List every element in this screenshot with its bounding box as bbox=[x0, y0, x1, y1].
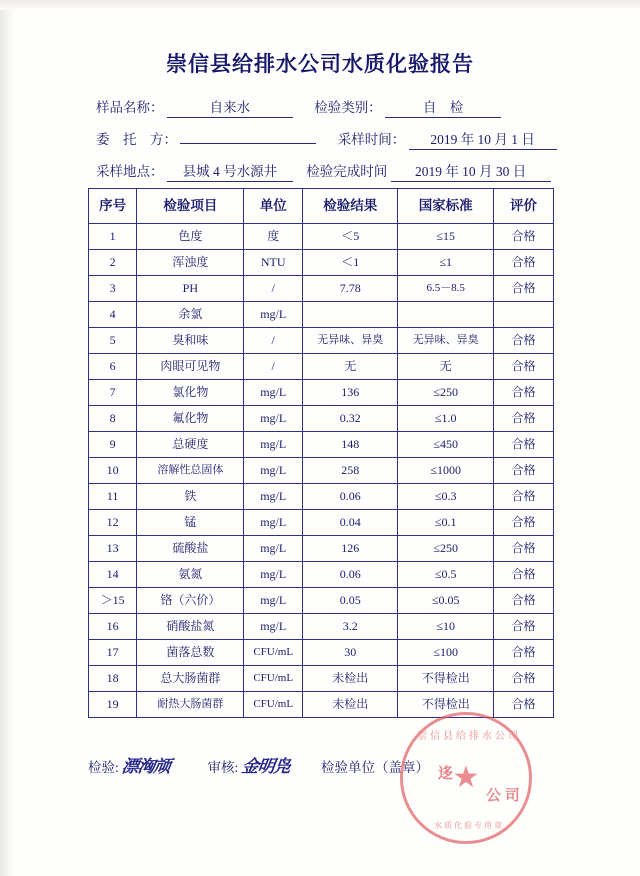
table-row bbox=[89, 250, 554, 276]
page-title: 崇信县给排水公司水质化验报告 bbox=[166, 52, 474, 76]
table-cell: 锰 bbox=[137, 510, 244, 536]
table-cell: 合格 bbox=[493, 692, 553, 718]
table-cell: 硝酸盐氮 bbox=[137, 614, 244, 640]
table-cell: 6 bbox=[89, 354, 137, 380]
table-row bbox=[89, 224, 554, 250]
table-cell: 合格 bbox=[493, 666, 553, 692]
th-eval: 评价 bbox=[493, 189, 553, 224]
completion-time-label: 检验完成时间 bbox=[306, 164, 388, 179]
table-cell: 臭和味 bbox=[137, 328, 244, 354]
table-cell: mg/L bbox=[244, 536, 303, 562]
table-cell: 3 bbox=[89, 276, 137, 302]
table-cell: 溶解性总固体 bbox=[137, 458, 244, 484]
table-cell: 5 bbox=[89, 328, 137, 354]
table-cell: 合格 bbox=[493, 458, 553, 484]
table-cell: 0.06 bbox=[303, 484, 398, 510]
table-row bbox=[89, 484, 554, 510]
table-cell: NTU bbox=[244, 250, 303, 276]
table-cell: ＜5 bbox=[303, 224, 398, 250]
table-cell: 2 bbox=[89, 250, 137, 276]
table-cell: 0.06 bbox=[303, 562, 398, 588]
table-cell: 不得检出 bbox=[398, 692, 494, 718]
table-cell: 14 bbox=[89, 562, 137, 588]
table-cell: 合格 bbox=[493, 250, 553, 276]
table-cell: 合格 bbox=[493, 484, 553, 510]
table-cell: PH bbox=[137, 276, 244, 302]
table-cell: mg/L bbox=[244, 302, 303, 328]
table-cell: 0.32 bbox=[303, 406, 398, 432]
table-row bbox=[89, 666, 554, 692]
table-cell: 合格 bbox=[493, 328, 553, 354]
table-cell: 合格 bbox=[493, 536, 553, 562]
table-cell: 合格 bbox=[493, 224, 553, 250]
scan-edge-top bbox=[0, 0, 640, 10]
table-cell: 合格 bbox=[493, 562, 553, 588]
scan-edge-left bbox=[0, 0, 14, 876]
table-cell: mg/L bbox=[244, 432, 303, 458]
table-cell: ≤10 bbox=[398, 614, 494, 640]
table-cell: mg/L bbox=[244, 406, 303, 432]
table-cell: 菌落总数 bbox=[137, 640, 244, 666]
seal-side-left: 迻 bbox=[438, 766, 454, 782]
table-cell: ≤1.0 bbox=[398, 406, 494, 432]
results-table bbox=[88, 188, 554, 718]
table-cell: ≤250 bbox=[398, 380, 494, 406]
table-cell: 合格 bbox=[493, 432, 553, 458]
table-cell: mg/L bbox=[244, 562, 303, 588]
table-cell: 氨氮 bbox=[137, 562, 244, 588]
table-cell: ＜1 bbox=[303, 250, 398, 276]
table-cell: 无异味、异臭 bbox=[398, 328, 494, 354]
table-cell: CFU/mL bbox=[244, 692, 303, 718]
table-cell: ≤1000 bbox=[398, 458, 494, 484]
table-cell: 合格 bbox=[493, 380, 553, 406]
table-cell: ≤100 bbox=[398, 640, 494, 666]
table-cell: 136 bbox=[303, 380, 398, 406]
official-seal bbox=[400, 712, 532, 844]
th-item: 检验项目 bbox=[137, 189, 244, 224]
table-cell: 度 bbox=[244, 224, 303, 250]
table-cell: 7.78 bbox=[303, 276, 398, 302]
table-cell: 无异味、异臭 bbox=[303, 328, 398, 354]
inspect-type-label: 检验类别： bbox=[314, 100, 382, 115]
table-cell: 耐热大肠菌群 bbox=[137, 692, 244, 718]
table-cell: ≤0.3 bbox=[398, 484, 494, 510]
table-cell: 0.05 bbox=[303, 588, 398, 614]
inspector-signature: 漂洶颃 bbox=[120, 757, 172, 776]
seal-side-right: 公 司 bbox=[486, 788, 520, 804]
field-row-sample bbox=[96, 96, 501, 118]
field-row-client bbox=[96, 128, 557, 150]
table-row bbox=[89, 302, 554, 328]
table-cell: 合格 bbox=[493, 354, 553, 380]
table-cell: 11 bbox=[89, 484, 137, 510]
sampling-location-label: 采样地点： bbox=[96, 164, 164, 179]
table-cell: / bbox=[244, 276, 303, 302]
table-row bbox=[89, 510, 554, 536]
inspector-label: 检验: bbox=[88, 760, 119, 775]
reviewer-label: 审核: bbox=[207, 760, 239, 775]
table-row bbox=[89, 640, 554, 666]
sampling-time-value: 2019 年 10 月 1 日 bbox=[409, 128, 557, 150]
table-cell: 16 bbox=[89, 614, 137, 640]
table-row bbox=[89, 276, 554, 302]
table-cell: 余氯 bbox=[137, 302, 244, 328]
sampling-time-label: 采样时间： bbox=[337, 132, 406, 147]
seal-arc-bottom: 水质化验专用章 bbox=[434, 821, 504, 830]
table-cell: mg/L bbox=[244, 484, 303, 510]
table-cell: 铁 bbox=[137, 484, 244, 510]
table-cell bbox=[398, 302, 494, 328]
table-cell: ＞15 bbox=[89, 588, 137, 614]
table-cell bbox=[303, 302, 398, 328]
table-row bbox=[89, 458, 554, 484]
star-icon: ★ bbox=[452, 761, 480, 794]
table-cell: 合格 bbox=[493, 276, 553, 302]
table-row bbox=[89, 354, 554, 380]
table-cell: 10 bbox=[89, 458, 137, 484]
th-result: 检验结果 bbox=[303, 189, 398, 224]
table-cell: 合格 bbox=[493, 640, 553, 666]
client-value bbox=[180, 142, 316, 144]
table-cell: CFU/mL bbox=[244, 640, 303, 666]
table-cell: 无 bbox=[398, 354, 494, 380]
table-cell: 合格 bbox=[493, 510, 553, 536]
table-cell: 总硬度 bbox=[137, 432, 244, 458]
table-cell: 30 bbox=[303, 640, 398, 666]
table-cell: CFU/mL bbox=[244, 666, 303, 692]
table-cell: 6.5－8.5 bbox=[398, 276, 494, 302]
table-cell bbox=[493, 302, 553, 328]
table-cell: 色度 bbox=[137, 224, 244, 250]
table-cell: 铬（六价） bbox=[137, 588, 244, 614]
table-cell: 8 bbox=[89, 406, 137, 432]
field-row-location bbox=[96, 160, 551, 182]
table-cell: mg/L bbox=[244, 614, 303, 640]
table-cell: 9 bbox=[89, 432, 137, 458]
table-cell: / bbox=[244, 354, 303, 380]
table-cell: ≤0.05 bbox=[398, 588, 494, 614]
table-cell: 18 bbox=[89, 666, 137, 692]
table-cell: / bbox=[244, 328, 303, 354]
table-cell: 未检出 bbox=[303, 666, 398, 692]
table-cell: 1 bbox=[89, 224, 137, 250]
th-no: 序号 bbox=[89, 189, 137, 224]
sampling-location-value: 县城 4 号水源井 bbox=[167, 160, 293, 182]
table-cell: 258 bbox=[303, 458, 398, 484]
client-label: 委 托 方： bbox=[96, 132, 177, 147]
table-row bbox=[89, 562, 554, 588]
table-cell: 7 bbox=[89, 380, 137, 406]
table-row bbox=[89, 406, 554, 432]
table-cell: 肉眼可见物 bbox=[137, 354, 244, 380]
seal-arc-top: 崇信县给排水公司 bbox=[417, 731, 521, 742]
table-cell: 13 bbox=[89, 536, 137, 562]
table-cell: 氯化物 bbox=[137, 380, 244, 406]
sample-name-value: 自来水 bbox=[167, 96, 293, 118]
table-cell: 总大肠菌群 bbox=[137, 666, 244, 692]
table-cell: ≤0.1 bbox=[398, 510, 494, 536]
table-cell: 19 bbox=[89, 692, 137, 718]
table-row bbox=[89, 614, 554, 640]
sample-name-label: 样品名称： bbox=[96, 100, 164, 115]
th-standard: 国家标准 bbox=[398, 189, 494, 224]
completion-time-value: 2019 年 10 月 30 日 bbox=[391, 160, 551, 182]
th-unit: 单位 bbox=[244, 189, 303, 224]
table-cell: 4 bbox=[89, 302, 137, 328]
table-row bbox=[89, 432, 554, 458]
inspect-type-value: 自 检 bbox=[385, 96, 501, 118]
table-cell: 合格 bbox=[493, 406, 553, 432]
table-header-row bbox=[89, 189, 554, 224]
table-cell: 浑浊度 bbox=[137, 250, 244, 276]
reviewer-signature: 金明凫 bbox=[240, 757, 291, 776]
table-cell: 148 bbox=[303, 432, 398, 458]
table-cell: 氟化物 bbox=[137, 406, 244, 432]
table-cell: 17 bbox=[89, 640, 137, 666]
table-cell: mg/L bbox=[244, 510, 303, 536]
unit-seal-label: 检验单位（盖章） bbox=[321, 760, 430, 775]
table-row bbox=[89, 328, 554, 354]
table-row bbox=[89, 536, 554, 562]
table-cell: 不得检出 bbox=[398, 666, 494, 692]
table-cell: 无 bbox=[303, 354, 398, 380]
table-cell: mg/L bbox=[244, 380, 303, 406]
table-cell: 合格 bbox=[493, 614, 553, 640]
table-cell: ≤15 bbox=[398, 224, 494, 250]
table-cell: 硫酸盐 bbox=[137, 536, 244, 562]
table-cell: 未检出 bbox=[303, 692, 398, 718]
table-row bbox=[89, 380, 554, 406]
table-cell: 126 bbox=[303, 536, 398, 562]
table-cell: mg/L bbox=[244, 588, 303, 614]
table-cell: ≤0.5 bbox=[398, 562, 494, 588]
table-cell: ≤250 bbox=[398, 536, 494, 562]
table-cell: mg/L bbox=[244, 458, 303, 484]
table-cell: 合格 bbox=[493, 588, 553, 614]
table-row bbox=[89, 588, 554, 614]
table-cell: ≤1 bbox=[398, 250, 494, 276]
table-cell: 3.2 bbox=[303, 614, 398, 640]
table-cell: 12 bbox=[89, 510, 137, 536]
table-cell: 0.04 bbox=[303, 510, 398, 536]
table-cell: ≤450 bbox=[398, 432, 494, 458]
